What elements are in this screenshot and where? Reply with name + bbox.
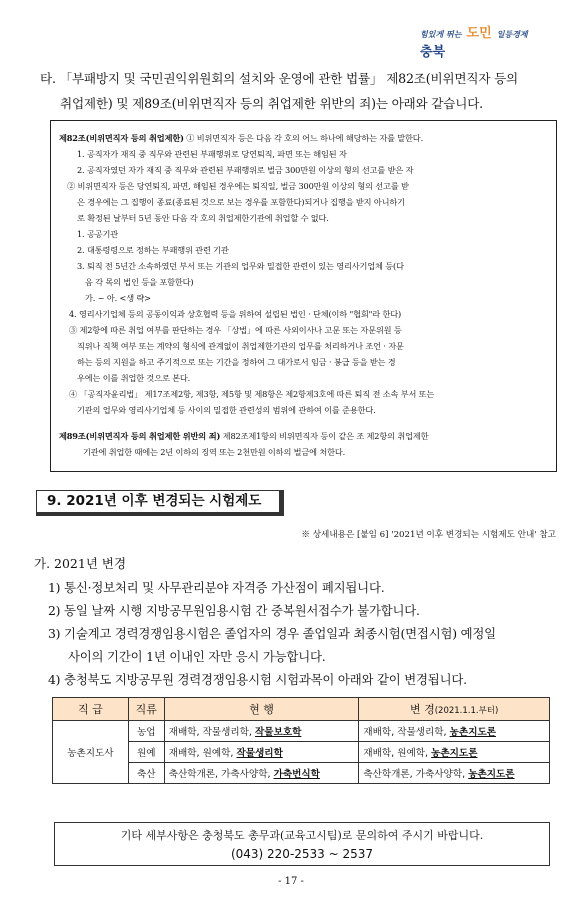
page-number: - 17 - — [278, 876, 304, 887]
contact-phone: (043) 220-2533 ~ 2537 — [230, 847, 374, 861]
article-82-para-3-line3: 하는 등의 지원을 하고 주기적으로 또는 기간을 정하여 그 대가로서 임금 · 봉급 등을 받는 경 — [77, 357, 396, 367]
header-change-date: (2021.1.1.부터) — [434, 706, 499, 716]
logo-slogan-1: 힘있게 뛰는 — [420, 30, 462, 39]
article-89-line1-text: 제82조제1항의 비위면직자 등이 같은 조 제2항의 취업제한 — [220, 431, 429, 441]
table-row — [53, 721, 550, 742]
article-82-b2: 2. 대통령령으로 정하는 부패행위 관련 기관 — [77, 245, 229, 255]
current-removed-subject: 작물보호학 — [255, 727, 302, 738]
current-cell — [164, 721, 359, 742]
logo-slogan-4: 충북 — [420, 45, 446, 60]
current-subjects: 축산학개론, 가축사양학, — [168, 769, 274, 780]
logo — [420, 22, 552, 60]
logo-slogan-3: 일등경제 — [496, 30, 528, 39]
logo-slogan-2: 도민 — [466, 26, 492, 41]
article-82-intro-text: ① 비위면직자 등은 다음 각 호의 어느 하나에 해당하는 자를 말한다. — [183, 133, 424, 143]
changed-subjects: 축산학개론, 가축사양학, — [363, 769, 469, 780]
article-82-item-1: 1. 공직자가 재직 중 직무와 관련된 부패행위로 당연퇴직, 파면 또는 해임된 자 — [77, 149, 347, 159]
current-removed-subject: 작물생리학 — [236, 748, 283, 759]
header-series: 직류 — [128, 698, 164, 721]
contact-box — [54, 822, 550, 866]
change-cell — [359, 763, 550, 784]
subsection-heading: 가. 2021년 변경 — [34, 556, 127, 571]
article-89-line2: 기관에 취업한 때에는 2년 이하의 징역 또는 2천만원 이하의 벌금에 처한다. — [83, 447, 346, 457]
series-cell: 원예 — [128, 742, 164, 763]
article-89-line1 — [59, 428, 548, 444]
list-item: 2) 동일 날짜 시행 지방공무원임용시험 간 중복원서접수가 불가합니다. — [48, 603, 420, 618]
article-82-intro — [59, 130, 548, 146]
article-82-b4: 4. 영리사기업체 등의 공동이익과 상호협력 등을 위하여 설립된 법인 · 단체(이하 "협회"라 한다) — [69, 309, 402, 319]
current-subjects: 재배학, 작물생리학, — [168, 727, 256, 738]
grade-cell: 농촌지도사 — [53, 721, 129, 784]
header-grade: 직 급 — [53, 698, 129, 721]
header-change-label: 변 경 — [409, 703, 435, 716]
article-82-item-2: 2. 공직자였던 자가 재직 중 직무와 관련된 부패행위로 벌금 300만원 이상의 형의 선고를 받은 자 — [77, 165, 414, 175]
current-cell — [164, 742, 359, 763]
changed-subjects: 재배학, 원예학, — [363, 748, 432, 759]
exam-subject-table — [52, 697, 550, 784]
changed-new-subject: 농촌지도론 — [468, 769, 515, 780]
header-current: 현 행 — [164, 698, 359, 721]
article-82-b3-line1: 3. 퇴직 전 5년간 소속하였던 부서 또는 기관의 업무와 밀접한 관련이 있는 영리사기업체 등(다 — [77, 261, 404, 271]
list-item: 1) 통신·정보처리 및 사무관리분야 자격증 가산점이 폐지됩니다. — [48, 580, 385, 595]
article-82-para-2-line3: 로 확정된 날부터 5년 동안 다음 각 호의 취업제한기관에 취업할 수 없다. — [77, 213, 329, 223]
section-title: 9. 2021년 이후 변경되는 시험제도 — [36, 490, 284, 516]
changed-new-subject: 농촌지도론 — [431, 748, 478, 759]
changed-subjects: 재배학, 작물생리학, — [363, 727, 450, 738]
article-82-para-2-line2: 은 경우에는 그 집행이 종료(종료된 것으로 보는 경우를 포함한다)되거나 집행을 받지 아니하기 — [77, 197, 405, 207]
change-cell — [359, 742, 550, 763]
current-subjects: 재배학, 원예학, — [168, 748, 237, 759]
article-82-para-3-line4: 우에는 이를 취업한 것으로 본다. — [77, 373, 191, 383]
series-cell: 농업 — [128, 721, 164, 742]
reference-note: ※ 상세내용은 [붙임 6] '2021년 이후 변경되는 시험제도 안내' 참고 — [301, 530, 556, 540]
current-cell — [164, 763, 359, 784]
list-item: 3) 기술계고 경력경쟁임용시험은 졸업자의 경우 졸업일과 최종시험(면접시험) 예정일 — [48, 626, 496, 641]
article-82-para-3-line1: ③ 제2항에 따른 취업 여부를 판단하는 경우 「상법」에 따른 사외이사나 고문 또는 자문위원 등 — [69, 325, 402, 335]
paragraph-ta — [40, 66, 560, 116]
changed-new-subject: 농촌지도론 — [449, 727, 496, 738]
current-removed-subject: 가축번식학 — [273, 769, 320, 780]
article-82-b1: 1. 공공기관 — [77, 229, 119, 239]
paragraph-ta-line2: 취업제한) 및 제89조(비위면직자 등의 취업제한 위반의 죄)는 아래와 같습니다. — [60, 96, 483, 111]
list-item-continuation: 사이의 기간이 1년 이내인 자만 응시 가능합니다. — [68, 649, 326, 664]
article-82-para-4-line2: 기관의 업무와 영리사기업체 등 사이의 밀접한 관련성의 범위에 관하여 이를 준용한다. — [77, 405, 376, 415]
article-82-para-3-line2: 직위나 직책 여부 또는 계약의 형식에 관계없이 취업제한기관의 업무를 처리하거나 조언 · 자문 — [77, 341, 404, 351]
article-82-b3-line3: 가. ~ 아. <생 략> — [85, 293, 151, 303]
article-82-para-2-line1: ② 비위면직자 등은 당연퇴직, 파면, 해임된 경우에는 퇴직일, 벌금 300만원 이상의 형의 선고를 받 — [67, 181, 409, 191]
change-list — [48, 576, 558, 691]
header-change — [359, 698, 550, 721]
series-cell: 축산 — [128, 763, 164, 784]
article-82-b3-line2: 음 각 목의 법인 등을 포함한다) — [85, 277, 194, 287]
list-item: 4) 충청북도 지방공무원 경력경쟁임용시험 시험과목이 아래와 같이 변경됩니다. — [48, 672, 467, 687]
table-header-row — [53, 698, 550, 721]
change-cell — [359, 721, 550, 742]
article-82-title: 제82조(비위면직자 등의 취업제한) — [59, 133, 184, 143]
law-text-box — [50, 120, 557, 472]
paragraph-ta-line1: 타. 「부패방지 및 국민권익위원회의 설치와 운영에 관한 법률」 제82조(비위면직자 등의 — [40, 71, 519, 86]
contact-text: 기타 세부사항은 충청북도 총무과(교육고시팀)로 문의하여 주시기 바랍니다. — [120, 829, 484, 842]
article-89-title: 제89조(비위면직자 등의 취업제한 위반의 죄) — [59, 431, 221, 441]
article-82-para-4-line1: ④ 「공직자윤리법」 제17조제2항, 제3항, 제5항 및 제8항은 제2항제3호에 따른 퇴직 전 소속 부서 또는 — [69, 389, 435, 399]
